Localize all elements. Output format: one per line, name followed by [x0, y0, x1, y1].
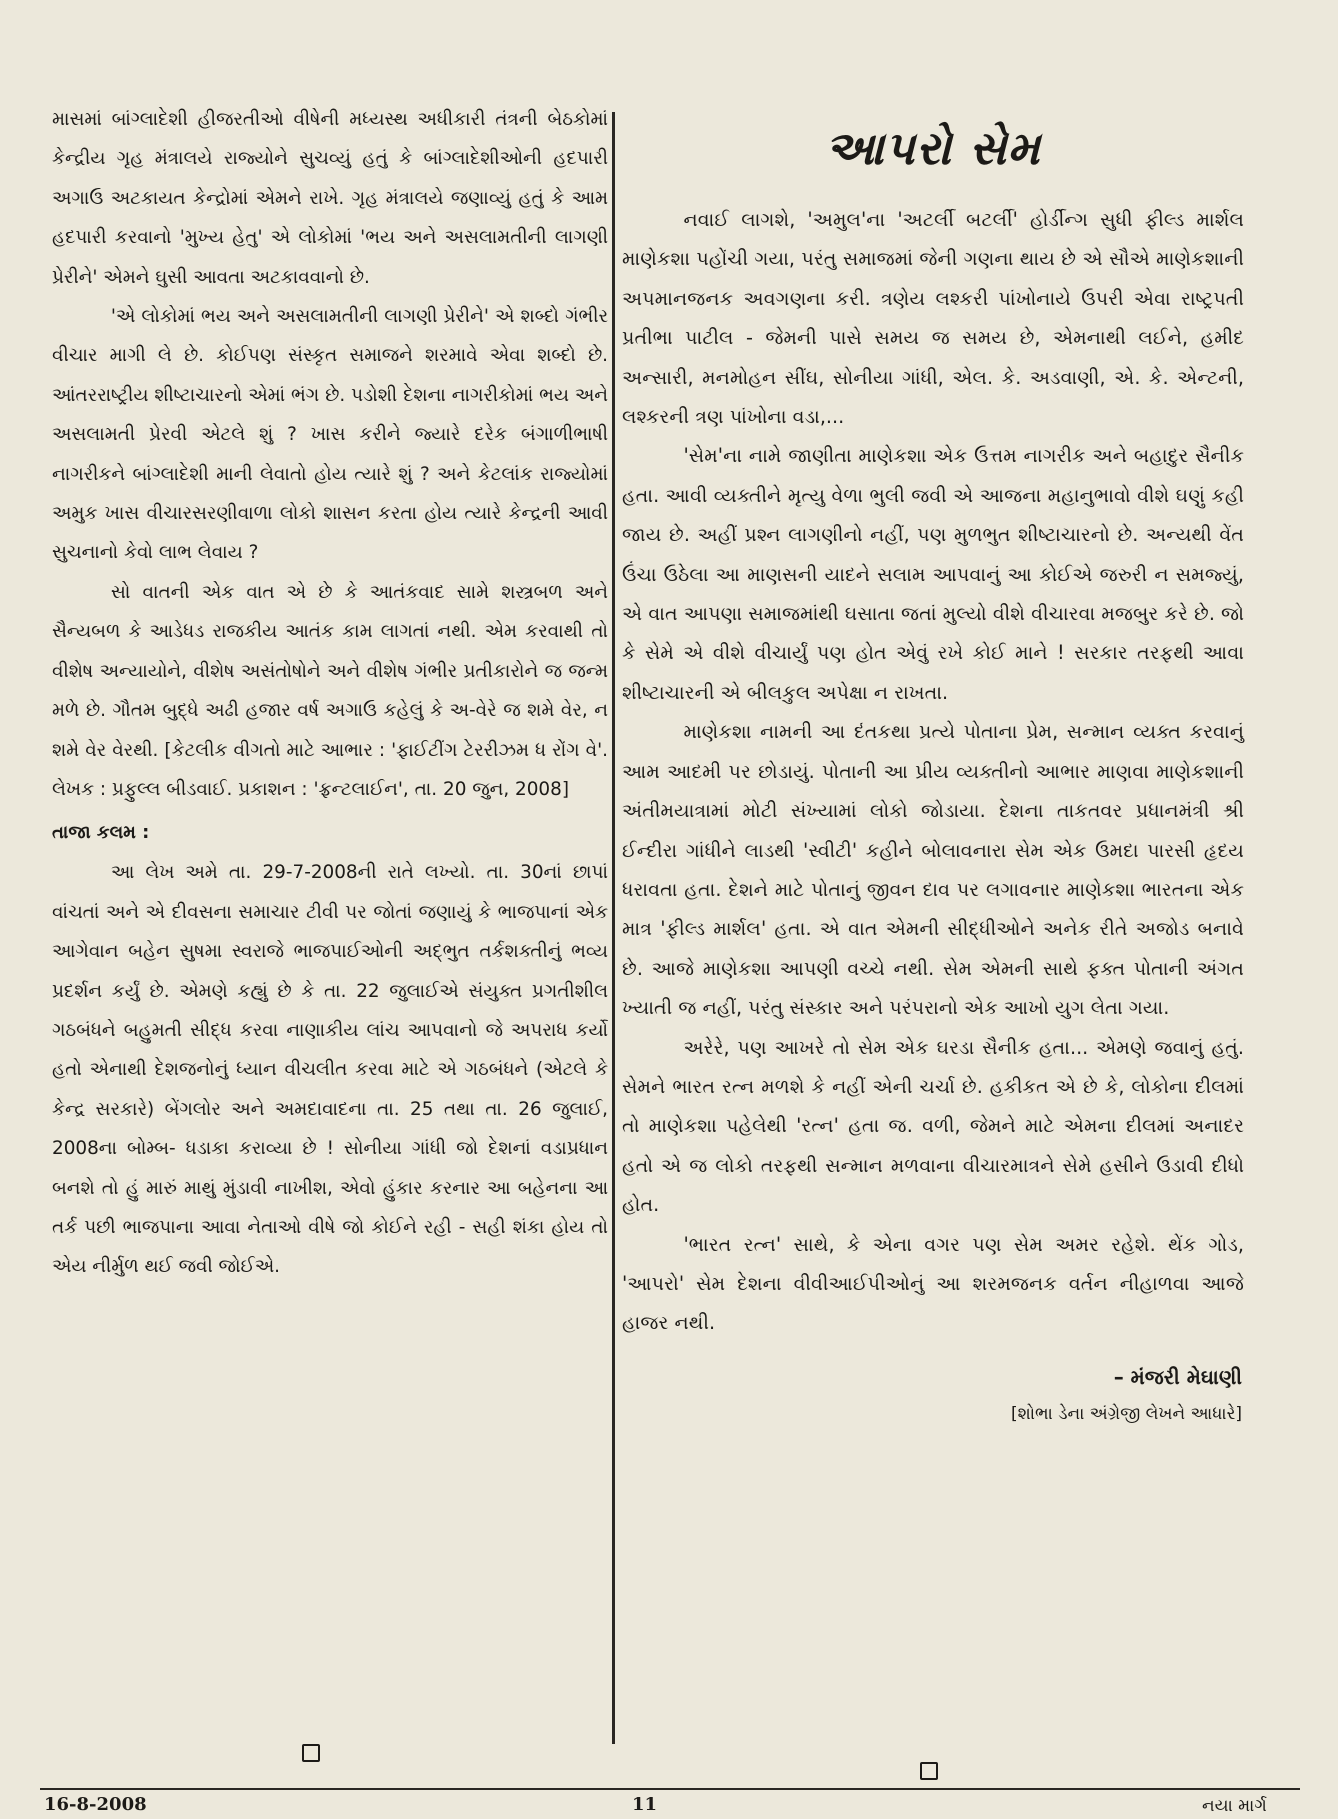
issue-date: 16-8-2008 [44, 1794, 147, 1815]
body-paragraph: માણેકશા નામની આ દંતકથા પ્રત્યે પોતાના પ્રેમ, સન્માન વ્યક્ત કરવાનું આમ આદમી પર છોડાયું. પોતાની આ પ્રીય વ્યક્તીનો આભાર માણવા માણેકશાની અંતીમયાત્રામાં મોટી સંખ્યામાં લોકો જોડાયા. દેશના તાકતવર પ્રધાનમંત્રી શ્રી ઈન્દીરા ગાંધીને લાડથી 'સ્વીટી' કહીને બોલાવનારા સેમ એક ઉમદા પારસી હૃદય ધરાવતા હતા. દેશને માટે પોતાનું જીવન દાવ પર લગાવનાર માણેકશા ભારતના એક માત્ર 'ફીલ્ડ માર્શલ' હતા. એ વાત એમની સીદ્ધીઓને અનેક રીતે અજોડ બનાવે છે. આજે માણેકશા આપણી વચ્ચે નથી. સેમ એમની સાથે ફક્ત પોતાની અંગત ખ્યાતી જ નહીં, પરંતુ સંસ્કાર અને પરંપરાનો એક આખો યુગ લેતા ગયા. [622, 720, 1244, 1020]
footer-rule [40, 1788, 1300, 1790]
body-paragraph: 'સેમ'ના નામે જાણીતા માણેકશા એક ઉત્તમ નાગરીક અને બહાદુર સૈનીક હતા. આવી વ્યક્તીને મૃત્યુ વેળા ભુલી જવી એ આજના મહાનુભાવો વીશે ઘણું કહી જાય છે. અહીં પ્રશ્ન લાગણીનો નહીં, પણ મુળભુત શીષ્ટાચારનો છે. અન્યથી વેંત ઉંચા ઉઠેલા આ માણસની યાદને સલામ આપવાનું આ કોઈએ જરુરી ન સમજ્યું, એ વાત આપણા સમાજમાંથી ઘસાતા જતાં મુલ્યો વીશે વીચારવા મજબુર કરે છે. જો કે સેમે એ વીશે વીચાર્યું પણ હોત એવું રખે કોઈ માને ! સરકાર તરફથી આવા શીષ્ટાચારની એ બીલકુલ અપેક્ષા ન રાખતા. [622, 444, 1244, 704]
body-paragraph: માસમાં બાંગ્લાદેશી હીજરતીઓ વીષેની મધ્યસ્થ અધીકારી તંત્રની બેઠકોમાં કેન્દ્રીય ગૃહ મંત્રાલયે રાજ્યોને સુચવ્યું હતું કે બાંગ્લાદેશીઓની હદપારી અગાઉ અટકાયત કેન્દ્રોમાં એમને રાખે. ગૃહ મંત્રાલયે જણાવ્યું હતું કે આમ હદપારી કરવાનો 'મુખ્ય હેતુ' એ લોકોમાં 'ભય અને અસલામતીની લાગણી પ્રેરીને' એમને ઘુસી આવતા અટકાવવાનો છે. [52, 109, 608, 288]
source-note: [શોભા ડેના અંગ્રેજી લેખને આધારે] [1011, 1403, 1242, 1424]
column-divider [612, 112, 615, 1744]
article-title: આપરો સેમ [825, 121, 1041, 175]
body-paragraph: સો વાતની એક વાત એ છે કે આતંકવાદ સામે શસ્ત્રબળ અને સૈન્યબળ કે આડેધડ રાજકીય આતંક કામ લાગતાં નથી. એમ કરવાથી તો વીશેષ અન્યાયોને, વીશેષ અસંતોષોને અને વીશેષ ગંભીર પ્રતીકારોને જ જન્મ મળે છે. ગૌતમ બુદ્ધે અઢી હજાર વર્ષ અગાઉ કહેલું કે અ-વેરે જ શમે વેર, ન શમે વેર વેરથી. [કેટલીક વીગતો માટે આભાર : 'ફાઈટીંગ ટેરરીઝમ ધ રોંગ વે'. લેખક : પ્રફુલ્લ બીડવાઈ. પ્રકાશન : 'ફ્રન્ટલાઈન', તા. 20 જુન, 2008] [52, 581, 608, 800]
body-paragraph: નવાઈ લાગશે, 'અમુલ'ના 'અટર્લી બટર્લી' હોર્ડીન્ગ સુધી ફીલ્ડ માર્શલ માણેકશા પહોંચી ગયા, પરંતુ સમાજમાં જેની ગણના થાય છે એ સૌએ માણેકશાની અપમાનજનક અવગણના કરી. ત્રણેય લશ્કરી પાંખોનાયે ઉપરી એવા રાષ્ટ્રપતી પ્રતીભા પાટીલ - જેમની પાસે સમય જ સમય છે, એમનાથી લઈને, હમીદ અન્સારી, મનમોહન સીંઘ, સોનીયા ગાંધી, એલ. કે. અડવાણી, એ. કે. એન્ટની, લશ્કરની ત્રણ પાંખોના વડા,... [622, 208, 1244, 429]
body-paragraph: 'એ લોકોમાં ભય અને અસલામતીની લાગણી પ્રેરીને' એ શબ્દો ગંભીર વીચાર માગી લે છે. કોઈપણ સંસ્કૃત સમાજને શરમાવે એવા શબ્દો છે. આંતરરાષ્ટ્રીય શીષ્ટાચારનો એમાં ભંગ છે. પડોશી દેશના નાગરીકોમાં ભય અને અસલામતી પ્રેરવી એટલે શું ? ખાસ કરીને જ્યારે દરેક બંગાળીભાષી નાગરીકને બાંગ્લાદેશી માની લેવાતો હોય ત્યારે શું ? અને કેટલાંક રાજ્યોમાં અમુક ખાસ વીચારસરણીવાળા લોકો શાસન કરતા હોય ત્યારે કેન્દ્રની આવી સુચનાનો કેવો લાભ લેવાય ? [52, 306, 608, 564]
page-number: 11 [632, 1794, 658, 1815]
body-paragraph: 'ભારત રત્ન' સાથે, કે એના વગર પણ સેમ અમર રહેશે. થેંક ગોડ, 'આપરો' સેમ દેશના વીવીઆઈપીઓનું આ શરમજનક વર્તન નીહાળવા આજે હાજર નથી. [622, 1232, 1244, 1335]
body-paragraph: અરેરે, પણ આખરે તો સેમ એક ઘરડા સૈનીક હતા... એમણે જવાનું હતું. સેમને ભારત રત્ન મળશે કે નહીં એની ચર્ચા છે. હકીકત એ છે કે, લોકોના દીલમાં તો માણેકશા પહેલેથી 'રત્ન' હતા જ. વળી, જેમને માટે એમના દીલમાં અનાદર હતો એ જ લોકો તરફથી સન્માન મળવાના વીચારમાત્રને સેમે હસીને ઉડાવી દીધો હોત. [622, 1035, 1244, 1217]
right-column [622, 100, 1244, 1431]
author-byline: – મંજરી મેઘાણી [1113, 1364, 1242, 1389]
postscript-heading: તાજા કલમ : [52, 822, 150, 844]
end-mark-icon [302, 1744, 320, 1762]
postscript-paragraph: આ લેખ અમે તા. 29-7-2008ની રાતે લખ્યો. તા. 30નાં છાપાં વાંચતાં અને એ દીવસના સમાચાર ટીવી પર જોતાં જણાયું કે ભાજપાનાં એક આગેવાન બહેન સુષમા સ્વરાજે ભાજપાઈઓની અદ્ભુત તર્કશક્તીનું ભવ્ય પ્રદર્શન કર્યું છે. એમણે કહ્યું છે કે તા. 22 જુલાઈએ સંયુક્ત પ્રગતીશીલ ગઠબંધને બહુમતી સીદ્ધ કરવા નાણાકીય લાંચ આપવાનો જે અપરાધ કર્યો હતો એનાથી દેશજનોનું ધ્યાન વીચલીત કરવા માટે એ ગઠબંધને (એટલે કે કેન્દ્ર સરકારે) બેંગલોર અને અમદાવાદના તા. 25 તથા તા. 26 જુલાઈ, 2008ના બોમ્બ- ધડાકા કરાવ્યા છે ! સોનીયા ગાંધી જો દેશનાં વડાપ્રધાન બનશે તો હું મારું માથું મુંડાવી નાખીશ, એવો હુંકાર કરનાર આ બહેનના આ તર્ક પછી ભાજપાના આવા નેતાઓ વીષે જો કોઈને રહી - સહી શંકા હોય તો એય નીર્મુળ થઈ જવી જોઈએ. [52, 862, 608, 1278]
magazine-name: નયા માર્ગ [1202, 1796, 1267, 1816]
left-column [52, 100, 608, 1287]
end-mark-icon [920, 1762, 938, 1780]
